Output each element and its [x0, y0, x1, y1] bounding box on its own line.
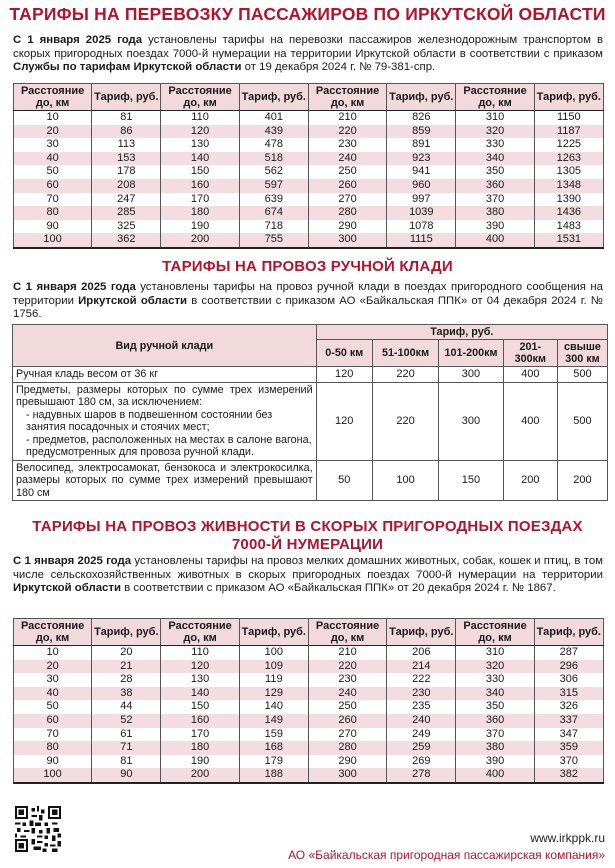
tariff-cell: 153	[92, 152, 161, 166]
tariff-cell: 113	[92, 138, 161, 152]
tariff-cell: 826	[387, 111, 456, 125]
distance-cell: 160	[161, 179, 239, 193]
tariff-cell: 71	[92, 741, 161, 755]
tariff-cell: 220	[372, 382, 438, 460]
distance-cell: 60	[14, 179, 92, 193]
table-row	[14, 714, 604, 728]
distance-cell: 150	[161, 700, 239, 714]
distance-cell: 30	[14, 138, 92, 152]
table-row	[14, 755, 604, 769]
header-distance: Расстояние до, км	[14, 619, 92, 646]
distance-cell: 370	[456, 193, 534, 207]
tariff-cell: 247	[92, 193, 161, 207]
intro-date: С 1 января 2025 года	[13, 34, 143, 46]
distance-cell: 260	[308, 179, 386, 193]
distance-cell: 190	[161, 220, 239, 234]
header-zone: 101-200км	[439, 340, 503, 367]
table-header-row	[14, 619, 604, 646]
tariff-cell: 478	[239, 138, 308, 152]
tariff-cell: 86	[92, 125, 161, 139]
header-zone: свыше 300 км	[557, 340, 607, 367]
tariff-cell: 370	[534, 755, 603, 769]
distance-cell: 350	[456, 700, 534, 714]
distance-cell: 10	[14, 111, 92, 125]
distance-cell: 400	[456, 768, 534, 783]
tariff-cell: 562	[239, 165, 308, 179]
luggage-tariffs-intro: С 1 января 2025 года установлены тарифы на провоз ручной клади в поездах пригородного сообщения на территории Иркутской области в соответствии с приказом АО «Байкальская ППК» от 04 декабря 2024 г. № 1756.	[13, 281, 603, 321]
table-row	[14, 152, 604, 166]
tariff-cell: 90	[92, 768, 161, 783]
tariff-cell: 755	[239, 233, 308, 248]
tariff-cell: 359	[534, 741, 603, 755]
table-row	[14, 111, 604, 125]
table-row	[14, 165, 604, 179]
distance-cell: 240	[308, 152, 386, 166]
table-row	[14, 125, 604, 139]
distance-cell: 280	[308, 206, 386, 220]
website-link[interactable]: www.irkppk.ru	[530, 831, 605, 845]
passenger-tariff-table	[13, 83, 604, 249]
tariff-cell: 1115	[387, 233, 456, 248]
distance-cell: 200	[161, 233, 239, 248]
tariff-cell: 52	[92, 714, 161, 728]
distance-cell: 40	[14, 152, 92, 166]
distance-cell: 120	[161, 125, 239, 139]
tariff-cell: 960	[387, 179, 456, 193]
tariff-cell: 285	[92, 206, 161, 220]
qr-code-icon[interactable]	[15, 806, 61, 852]
tariff-cell: 597	[239, 179, 308, 193]
distance-cell: 270	[308, 728, 386, 742]
distance-cell: 390	[456, 220, 534, 234]
animal-tariffs-intro: С 1 января 2025 года установлены тарифы на провоз мелких домашних животных, собак, кошек и птиц, в том числе сельскохозяйственных животных в скорых пригородных поездах 7000-й нумерации на территории Иркутской области в соответствии с приказом АО «Байкальская ППК» от 20 декабря 2024 г. № 1867.	[13, 555, 603, 595]
distance-cell: 360	[456, 714, 534, 728]
tariff-cell: 1348	[534, 179, 603, 193]
tariff-cell: 674	[239, 206, 308, 220]
tariff-cell: 325	[92, 220, 161, 234]
distance-cell: 100	[14, 768, 92, 783]
tariff-cell: 208	[92, 179, 161, 193]
distance-cell: 300	[308, 233, 386, 248]
distance-cell: 210	[308, 111, 386, 125]
distance-cell: 190	[161, 755, 239, 769]
tariff-cell: 220	[372, 367, 438, 383]
distance-cell: 140	[161, 687, 239, 701]
header-distance: Расстояние до, км	[456, 84, 534, 111]
header-luggage-type: Вид ручной клади	[13, 325, 317, 367]
distance-cell: 110	[161, 646, 239, 660]
distance-cell: 330	[456, 673, 534, 687]
tariff-cell: 941	[387, 165, 456, 179]
tariff-cell: 337	[534, 714, 603, 728]
table-row	[14, 233, 604, 248]
table-row	[14, 138, 604, 152]
header-distance: Расстояние до, км	[14, 84, 92, 111]
table-row	[14, 741, 604, 755]
distance-cell: 170	[161, 728, 239, 742]
table-row	[14, 206, 604, 220]
header-zone: 0-50 км	[316, 340, 372, 367]
animal-tariff-table	[13, 618, 604, 784]
tariff-cell: 20	[92, 646, 161, 660]
tariff-cell: 326	[534, 700, 603, 714]
tariff-cell: 1150	[534, 111, 603, 125]
tariff-cell: 382	[534, 768, 603, 783]
table-row	[14, 660, 604, 674]
tariff-cell: 100	[372, 460, 438, 501]
tariff-cell: 315	[534, 687, 603, 701]
distance-cell: 110	[161, 111, 239, 125]
header-tariff: Тариф, руб.	[92, 619, 161, 646]
tariff-cell: 249	[387, 728, 456, 742]
header-tariff: Тариф, руб.	[534, 619, 603, 646]
table-row	[14, 687, 604, 701]
distance-cell: 380	[456, 741, 534, 755]
distance-cell: 400	[456, 233, 534, 248]
table-row	[13, 460, 608, 501]
table-row	[14, 673, 604, 687]
tariff-cell: 235	[387, 700, 456, 714]
intro-region: Иркутской области	[13, 582, 121, 595]
tariff-cell: 891	[387, 138, 456, 152]
distance-cell: 320	[456, 125, 534, 139]
tariff-cell: 109	[239, 660, 308, 674]
tariff-cell: 81	[92, 755, 161, 769]
tariff-cell: 300	[439, 367, 503, 383]
table-row	[14, 179, 604, 193]
distance-cell: 80	[14, 206, 92, 220]
tariff-cell: 1531	[534, 233, 603, 248]
tariff-cell: 168	[239, 741, 308, 755]
table-header-row	[13, 325, 608, 340]
tariff-cell: 81	[92, 111, 161, 125]
distance-cell: 90	[14, 755, 92, 769]
tariff-cell: 859	[387, 125, 456, 139]
distance-cell: 260	[308, 714, 386, 728]
distance-cell: 290	[308, 220, 386, 234]
distance-cell: 160	[161, 714, 239, 728]
distance-cell: 230	[308, 138, 386, 152]
tariff-cell: 439	[239, 125, 308, 139]
table-row	[14, 768, 604, 783]
distance-cell: 390	[456, 755, 534, 769]
tariff-cell: 100	[239, 646, 308, 660]
table-row	[14, 193, 604, 207]
distance-cell: 250	[308, 700, 386, 714]
distance-cell: 130	[161, 138, 239, 152]
distance-cell: 10	[14, 646, 92, 660]
tariff-cell: 240	[387, 714, 456, 728]
distance-cell: 320	[456, 660, 534, 674]
tariff-cell: 149	[239, 714, 308, 728]
table-row	[14, 728, 604, 742]
tariff-cell: 50	[316, 460, 372, 501]
tariff-cell: 1039	[387, 206, 456, 220]
distance-cell: 90	[14, 220, 92, 234]
luggage-tariff-table	[12, 324, 608, 501]
tariff-cell: 400	[503, 382, 557, 460]
tariff-cell: 120	[316, 367, 372, 383]
distance-cell: 20	[14, 125, 92, 139]
distance-cell: 270	[308, 193, 386, 207]
passenger-tariffs-title: ТАРИФЫ НА ПЕРЕВОЗКУ ПАССАЖИРОВ ПО ИРКУТСКОЙ ОБЛАСТИ	[9, 4, 606, 24]
intro-org: Службы по тарифам Иркутской области	[13, 61, 242, 74]
intro-region: Иркутской области	[78, 294, 188, 307]
header-tariff: Тариф, руб.	[92, 84, 161, 111]
distance-cell: 130	[161, 673, 239, 687]
distance-cell: 310	[456, 646, 534, 660]
distance-cell: 70	[14, 728, 92, 742]
tariff-cell: 400	[503, 367, 557, 383]
distance-cell: 340	[456, 152, 534, 166]
distance-cell: 180	[161, 206, 239, 220]
distance-cell: 220	[308, 125, 386, 139]
distance-cell: 350	[456, 165, 534, 179]
table-row	[13, 382, 608, 460]
tariff-cell: 150	[439, 460, 503, 501]
distance-cell: 50	[14, 700, 92, 714]
animal-tariffs-title: ТАРИФЫ НА ПРОВОЗ ЖИВНОСТИ В СКОРЫХ ПРИГОРОДНЫХ ПОЕЗДАХ 7000-Й НУМЕРАЦИИ	[32, 518, 583, 553]
tariff-cell: 300	[439, 382, 503, 460]
tariff-cell: 1078	[387, 220, 456, 234]
passenger-tariffs-intro: С 1 января 2025 года установлены тарифы на перевозки пассажиров железнодорожным транспортом в скорых пригородных поездах 7000-й нумерации на территории Иркутской области в соответствии с приказом Службы по тарифам Иркутской области от 19 декабря 2024 г. № 79-381-спр.	[13, 34, 603, 74]
distance-cell: 210	[308, 646, 386, 660]
luggage-desc: Ручная кладь весом от 36 кг	[13, 367, 317, 383]
tariff-cell: 38	[92, 687, 161, 701]
tariff-cell: 44	[92, 700, 161, 714]
tariff-cell: 120	[316, 382, 372, 460]
tariff-cell: 28	[92, 673, 161, 687]
tariff-cell: 159	[239, 728, 308, 742]
tariff-cell: 1305	[534, 165, 603, 179]
distance-cell: 20	[14, 660, 92, 674]
tariff-cell: 188	[239, 768, 308, 783]
tariff-cell: 1390	[534, 193, 603, 207]
distance-cell: 30	[14, 673, 92, 687]
distance-cell: 170	[161, 193, 239, 207]
distance-cell: 70	[14, 193, 92, 207]
distance-cell: 360	[456, 179, 534, 193]
tariff-cell: 718	[239, 220, 308, 234]
tariff-cell: 287	[534, 646, 603, 660]
tariff-cell: 362	[92, 233, 161, 248]
luggage-desc: Предметы, размеры которых по сумме трех измерений превышают 180 см, за исключением: - надувных шаров в подвешенном состоянии без занятия посадочных и стоячих мест; - предметов, расположенных на местах в салоне вагона, предусмотренных для провоза ручной клади.	[13, 382, 317, 460]
distance-cell: 50	[14, 165, 92, 179]
distance-cell: 220	[308, 660, 386, 674]
table-row	[14, 700, 604, 714]
table-row	[14, 646, 604, 660]
header-distance: Расстояние до, км	[308, 84, 386, 111]
tariff-cell: 206	[387, 646, 456, 660]
distance-cell: 250	[308, 165, 386, 179]
header-tariff: Тариф, руб.	[316, 325, 607, 340]
header-distance: Расстояние до, км	[456, 619, 534, 646]
distance-cell: 60	[14, 714, 92, 728]
company-name: АО «Байкальская пригородная пассажирская компания»	[288, 848, 605, 862]
tariff-cell: 178	[92, 165, 161, 179]
distance-cell: 40	[14, 687, 92, 701]
tariff-cell: 997	[387, 193, 456, 207]
tariff-cell: 278	[387, 768, 456, 783]
table-row	[14, 220, 604, 234]
tariff-cell: 639	[239, 193, 308, 207]
distance-cell: 330	[456, 138, 534, 152]
table-header-row	[14, 84, 604, 111]
distance-cell: 180	[161, 741, 239, 755]
tariff-cell: 1483	[534, 220, 603, 234]
header-tariff: Тариф, руб.	[387, 84, 456, 111]
tariff-cell: 518	[239, 152, 308, 166]
tariff-cell: 306	[534, 673, 603, 687]
header-tariff: Тариф, руб.	[534, 84, 603, 111]
tariff-cell: 1436	[534, 206, 603, 220]
distance-cell: 240	[308, 687, 386, 701]
tariff-cell: 401	[239, 111, 308, 125]
header-zone: 51-100км	[372, 340, 438, 367]
tariff-cell: 500	[557, 367, 607, 383]
distance-cell: 340	[456, 687, 534, 701]
distance-cell: 230	[308, 673, 386, 687]
distance-cell: 120	[161, 660, 239, 674]
tariff-cell: 1187	[534, 125, 603, 139]
table-row	[13, 367, 608, 383]
distance-cell: 100	[14, 233, 92, 248]
tariff-cell: 347	[534, 728, 603, 742]
tariff-cell: 1225	[534, 138, 603, 152]
tariff-cell: 119	[239, 673, 308, 687]
header-distance: Расстояние до, км	[161, 619, 239, 646]
header-tariff: Тариф, руб.	[239, 84, 308, 111]
distance-cell: 310	[456, 111, 534, 125]
distance-cell: 200	[161, 768, 239, 783]
distance-cell: 140	[161, 152, 239, 166]
header-distance: Расстояние до, км	[308, 619, 386, 646]
distance-cell: 290	[308, 755, 386, 769]
tariff-cell: 500	[557, 382, 607, 460]
distance-cell: 380	[456, 206, 534, 220]
tariff-cell: 269	[387, 755, 456, 769]
distance-cell: 370	[456, 728, 534, 742]
tariff-cell: 200	[503, 460, 557, 501]
tariff-cell: 200	[557, 460, 607, 501]
distance-cell: 80	[14, 741, 92, 755]
tariff-cell: 230	[387, 687, 456, 701]
distance-cell: 150	[161, 165, 239, 179]
tariff-cell: 140	[239, 700, 308, 714]
tariff-cell: 259	[387, 741, 456, 755]
tariff-cell: 61	[92, 728, 161, 742]
luggage-desc: Велосипед, электросамокат, бензокоса и электрокосилка, размеры которых по сумме трех измерений превышают 180 см	[13, 460, 317, 501]
distance-cell: 300	[308, 768, 386, 783]
header-zone: 201-300км	[503, 340, 557, 367]
tariff-cell: 222	[387, 673, 456, 687]
intro-date: С 1 января 2025 года	[13, 281, 136, 293]
tariff-cell: 214	[387, 660, 456, 674]
tariff-cell: 179	[239, 755, 308, 769]
luggage-tariffs-title: ТАРИФЫ НА ПРОВОЗ РУЧНОЙ КЛАДИ	[162, 258, 453, 275]
intro-date: С 1 января 2025 года	[13, 555, 132, 567]
header-tariff: Тариф, руб.	[239, 619, 308, 646]
tariff-cell: 129	[239, 687, 308, 701]
tariff-cell: 21	[92, 660, 161, 674]
tariff-cell: 296	[534, 660, 603, 674]
distance-cell: 280	[308, 741, 386, 755]
header-tariff: Тариф, руб.	[387, 619, 456, 646]
tariff-cell: 923	[387, 152, 456, 166]
header-distance: Расстояние до, км	[161, 84, 239, 111]
tariff-cell: 1263	[534, 152, 603, 166]
